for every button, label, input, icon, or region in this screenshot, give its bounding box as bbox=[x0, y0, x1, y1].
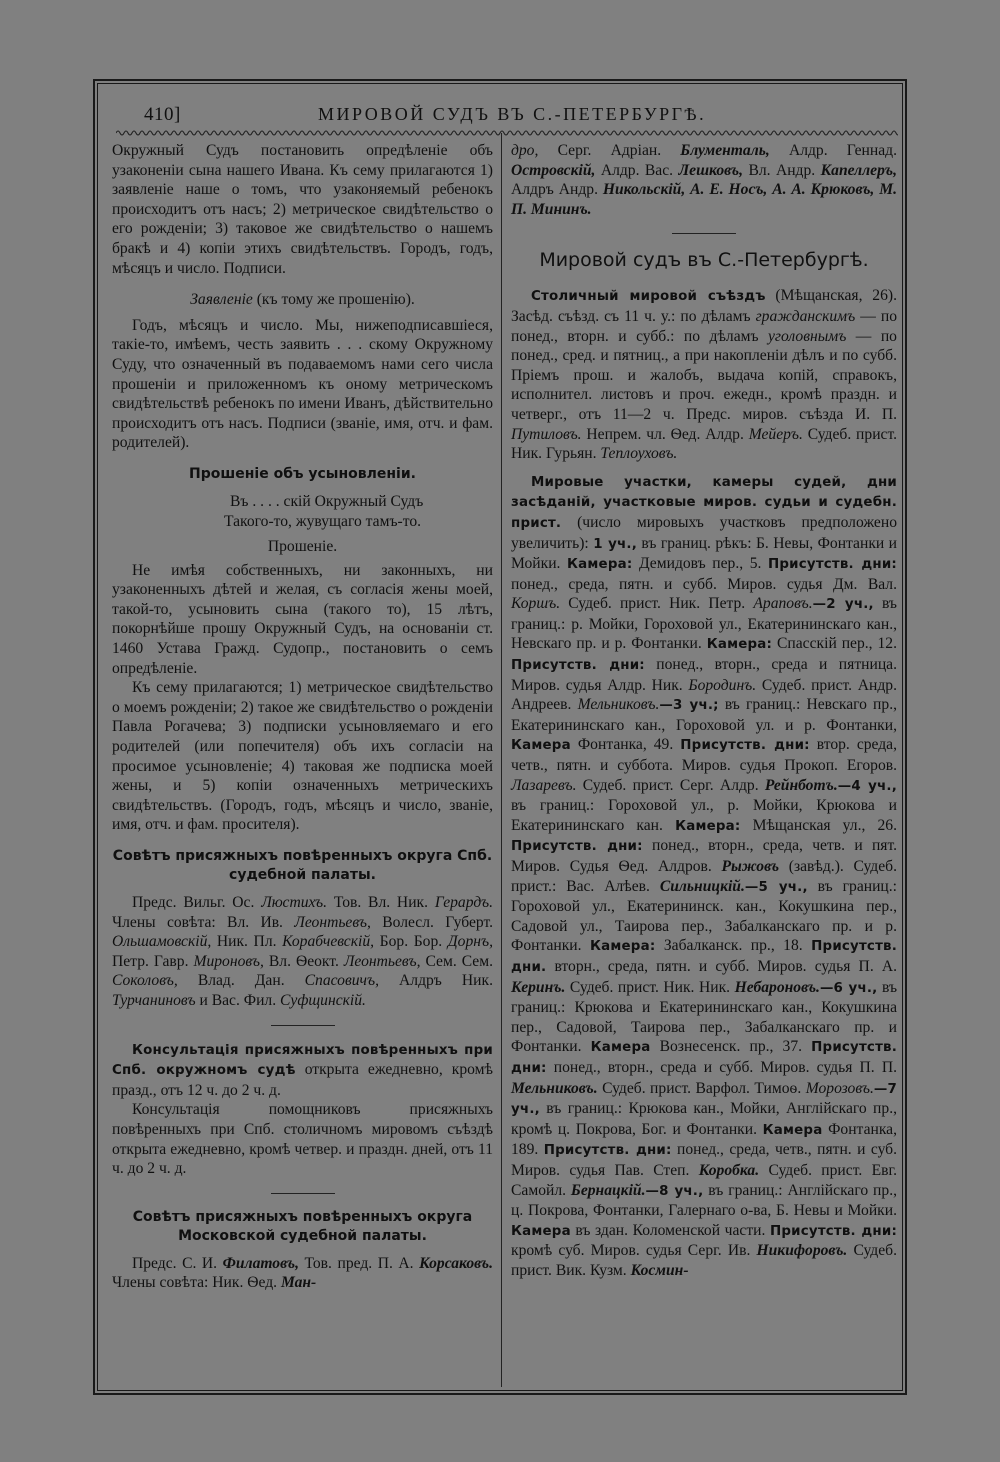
left-paragraph-3: Не имѣя собственныхъ, ни законныхъ, ни узаконенныхъ дѣтей и желая, съ согласія жены моей, такой-то, усыновить сына (такого то), 15 лѣтъ, покорнѣйше прошу Окружный Судъ, на основаніи ст. 1460 Устава Гражд. Судопр., постановить о семъ опредѣленіе. bbox=[112, 561, 493, 677]
heading-sovet-msk: Совѣтъ присяжныхъ повѣренныхъ округа Московской судебной палаты. bbox=[132, 1208, 473, 1244]
page-number: 410] bbox=[144, 104, 181, 125]
column-divider bbox=[501, 133, 502, 1387]
sovet-spb-members: Предс. Вильг. Ос. Люстихъ. Тов. Вл. Ник. Герардъ. Члены совѣта: Вл. Ив. Леонтьевъ, Волесл. Губерт. Ольшамовскій, Ник. Пл. Корабчевскій, Бор. Бор. Дорнъ, Петр. Гавр. Мироновъ, Вл. Ѳеокт. Леонтьевъ, Сем. Сем. Соколовъ, Влад. Дан. Спасовичъ, Алдръ Ник. Турчаниновъ и Вас. Фил. Суфщинскій. bbox=[112, 894, 493, 1009]
wavy-rule bbox=[116, 128, 898, 138]
heading-usynovlenie: Прошеніе объ усыновленіи. bbox=[189, 465, 416, 482]
left-column bbox=[112, 141, 493, 1293]
proshenie-title: Прошеніе. bbox=[267, 538, 338, 556]
konsult-heading: Консультація присяжныхъ повѣренныхъ при Спб. окружномъ судѣ bbox=[112, 1042, 493, 1079]
stolichny-heading: Столичный мировой съѣздъ bbox=[531, 289, 766, 305]
right-column bbox=[511, 141, 897, 1280]
konsult-paragraph: Консультація присяжныхъ повѣренныхъ при Спб. окружномъ судѣ открыта ежедневно, кромѣ празд., отъ 12 ч. до 2 ч. д. bbox=[112, 1042, 493, 1099]
right-paragraph-1: дро, Серг. Адріан. Блументаль, Алдр. Геннад. Островскій, Алдр. Вас. Лешковъ, Вл. Андр. Капеллеръ, Алдръ Андр. Никольскій, А. Е. Носъ, А. А. Крюковъ, М. П. Мининъ. bbox=[511, 142, 898, 218]
left-paragraph-2: Годъ, мѣсяцъ и число. Мы, нижеподписавшіеся, такіе-то, имѣемъ, честь заявить . . . скому Окружному Суду, что означенный въ подаваемомъ нами сего числа прошеніи и приложенномъ къ оному метрическомъ свидѣтельствѣ ребенокъ по имени Иванъ, дѣйствительно происходитъ отъ насъ. Подписи (званіе, имя, отч. и фам. родителей). bbox=[112, 316, 493, 452]
left-paragraph-5: Консультація помощниковъ присяжныхъ повѣренныхъ при Спб. столичномъ мировомъ съѣздѣ открыта ежедневно, кромѣ четвер. и праздн. дней, отъ 11 ч. до 2 ч. д. bbox=[112, 1101, 493, 1178]
uchastki-heading: Мировые участки, камеры судей, дни засѣданій, участковые миров. судьи и судебн. прист. bbox=[511, 474, 897, 531]
page-header bbox=[118, 104, 898, 130]
left-paragraph-4: Къ сему прилагаются; 1) метрическое свидѣтельство о моемъ рожденіи; 2) такое же свидѣтельство о рожденіи Павла Рогачева; 3) подписки усыновляемаго и его родителей (или попечителя) объ ихъ согласіи на просимое усыновленіе; 4) таковая же подписка моей жены, и 5) копіи означенныхъ метрическихъ свидѣтельствъ. (Городъ, годъ, мѣсяцъ и число, званіе, имя, отч. и фам. просителя). bbox=[112, 679, 493, 834]
uchastki-paragraph: Мировые участки, камеры судей, дни засѣданій, участковые миров. судьи и судебн. прист. (число мировыхъ участковъ предположено увеличить): 1 уч., въ границ. рѣкъ: Б. Невы, Фонтанки и Мойки. Камера: Демидовъ пер., 5. Присутств. дни: понед., среда, пятн. и субб. Миров. судья Дм. Вал. Коршъ. Судеб. прист. Ник. Петр. Араповъ.—2 уч., въ границ.: р. Мойки, Гороховой ул., Екатерининскаго кан., Невскаго пр. и р. Фонтанки. Камера: Спасскій пер., 12. Присутств. дни: понед., вторн., среда и пятница. Миров. судья Алдр. Ник. Бородинъ. Судеб. прист. Андр. Андреев. Мельниковъ.—3 уч.; въ границ.: Невскаго пр., Екатерининскаго кан., Гороховой ул. и р. Фонтанки, Камера Фонтанка, 49. Присутств. дни: втор. среда, четв., пятн. и суббота. Миров. судья Прокоп. Егоров. Лазаревъ. Судеб. прист. Серг. Алдр. Рейнботъ.—4 уч., въ границ.: Гороховой ул., р. Мойки, Крюкова и Екатерининскаго кан. Камера: Мѣщанская ул., 26. Присутств. дни: понед., вторн., среда, четв. и пят. Миров. Судья Ѳед. Алдров. Рыжовъ (завѣд.). Судеб. прист.: Вас. Алѣев. Сильницкій.—5 уч., въ границ.: Гороховой ул., Екатерининск. кан., Кокушкина пер., Садовой ул., Таирова пер., Забалканскаго пр. и р. Фонтанки. Камера: Забалканск. пр., 18. Присутств. дни. вторн., среда, пятн. и субб. Миров. судья П. А. Керинъ. Судеб. прист. Ник. Ник. Небароновъ.—6 уч., въ границ.: Крюкова и Екатерининскаго кан., Кокушкина пер., Садовой, Таирова пер., Забалканскаго пр. и Фонтанки. Камера Вознесенск. пр., 37. Присутств. дни: понед., вторн., среда и субб. Миров. судья П. П. Мельниковъ. Судеб. прист. Варфол. Тимоѳ. Морозовъ.—7 уч., въ границ.: Крюкова кан., Мойки, Англійскаго пр., кромѣ ц. Покрова, Бог. и Фонтанки. Камера Фонтанка, 189. Присутств. дни: понед., среда, четв., пятн. и суб. Миров. судья Пав. Степ. Коробка. Судеб. прист. Евг. Самойл. Бернацкій.—8 уч., въ границ.: Англійскаго пр., ц. Покрова, Фонтанки, Галернаго о-ва, Б. Невы и Мойки. Камера въ здан. Коломенской части. Присутств. дни: кромѣ суб. Миров. судья Серг. Ив. Никифоровъ. Судеб. прист. Вик. Кузм. Космин- bbox=[511, 474, 898, 1279]
sovet-msk-members: Предс. С. И. Филатовъ, Тов. пред. П. А. Корсаковъ. Члены совѣта: Ник. Ѳед. Ман- bbox=[112, 1254, 493, 1292]
left-paragraph-1: Окружный Судъ постановить опредѣленіе объ узаконеніи сына нашего Ивана. Къ сему прилагаются 1) заявленіе наше о томъ, что узаконяемый ребенокъ происходитъ отъ насъ; 2) метрическое свидѣтельство о его рожденіи; 3) таковое же свидѣтельство о нашемъ бракѣ и 4) копіи этихъ свидѣтельствъ. Городъ, годъ, мѣсяцъ и число. Подписи. bbox=[112, 142, 493, 277]
heading-sovet-spb: Совѣтъ присяжныхъ повѣренныхъ округа Спб. судебной палаты. bbox=[112, 848, 493, 883]
stolichny-syezd: Столичный мировой съѣздъ (Мѣщанская, 26). Засѣд. съѣзд. съ 11 ч. у.: по дѣламъ гражданскимъ — по понед., вторн. и субб.: по дѣламъ уголовнымъ — по понед., сред. и пятниц., а при накопленіи дѣлъ и по субб. Пріемъ прош. и жалобъ, выдача копій, справокъ, исполнител. листовъ и проч. ежедн., кромѣ праздн. и четверг., отъ 11—2 ч. Предс. миров. съѣзда И. П. Путиловъ. Непрем. чл. Ѳед. Алдр. Мейеръ. Судеб. прист. Ник. Гурьян. Теплоуховъ. bbox=[511, 287, 898, 463]
running-title: МИРОВОЙ СУДЪ ВЪ С.-ПЕТЕРБУРГѢ. bbox=[318, 104, 707, 124]
address-line-2: Такого-то, жувущаго тамъ-то. bbox=[224, 512, 422, 530]
address-line-1: Въ . . . . скій Окружный Судъ bbox=[230, 492, 424, 510]
zayavlenie-line bbox=[112, 290, 493, 310]
zayavlenie-rest: (къ тому же прошенію). bbox=[252, 291, 415, 309]
section-title: Мировой судъ въ С.-Петербургѣ. bbox=[539, 249, 869, 272]
zayavlenie-title: Заявленіе bbox=[190, 291, 253, 309]
